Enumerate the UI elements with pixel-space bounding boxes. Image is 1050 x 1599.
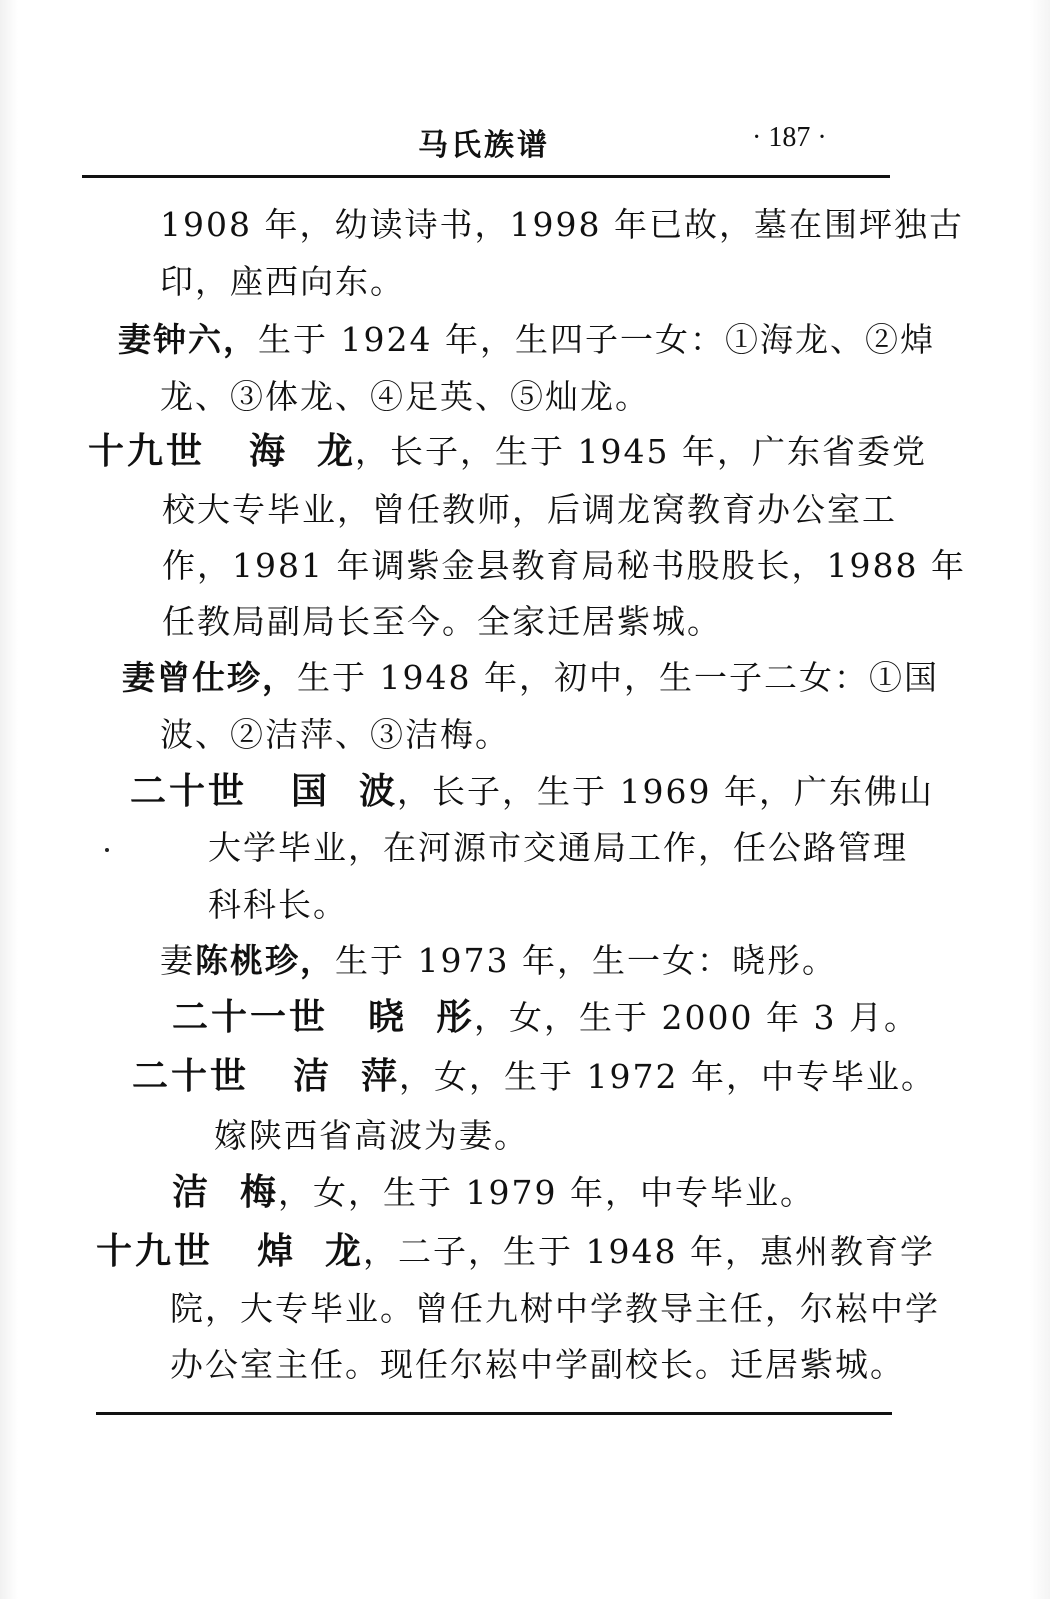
spouse-label: 陈桃珍， xyxy=(195,941,335,980)
text-line-12: 大学毕业，在河源市交通局工作，任公路管理 xyxy=(208,828,908,867)
entry-text: ，长子，生于 1945 年，广东省委党 xyxy=(355,432,928,471)
entry-text: ，二子，生于 1948 年，惠州教育学 xyxy=(363,1232,936,1271)
text-line-21: 办公室主任。现任尔崧中学副校长。迁居紫城。 xyxy=(170,1345,905,1384)
genealogy-entry-jieping xyxy=(132,1057,936,1097)
person-name-first: 洁 xyxy=(293,1056,362,1097)
spouse-prefix: 妻 xyxy=(160,941,195,980)
text-line-1: 1908 年，幼读诗书，1998 年已故，墓在围坪独古 xyxy=(160,205,964,244)
text-line-7: 作，1981 年调紫金县教育局秘书股股长，1988 年 xyxy=(162,546,966,585)
generation-label: 二十世 xyxy=(132,1056,250,1097)
generation-label: 十九世 xyxy=(88,431,206,472)
person-name-last: 萍 xyxy=(361,1056,400,1097)
generation-label: 二十世 xyxy=(130,771,248,812)
person-name-first: 焯 xyxy=(257,1231,326,1272)
person-name-last: 彤 xyxy=(436,997,475,1038)
spouse-text: 生于 1973 年，生一女：晓彤。 xyxy=(335,941,837,980)
generation-label: 二十一世 xyxy=(172,997,329,1038)
generation-label: 十九世 xyxy=(96,1231,214,1272)
genealogy-entry-hailong xyxy=(88,432,927,472)
spouse-label: 妻曾仕珍， xyxy=(122,658,297,697)
spouse-label: 妻钟六， xyxy=(118,320,258,359)
person-name-first: 海 xyxy=(249,431,318,472)
entry-text: ，女，生于 1972 年，中专毕业。 xyxy=(399,1057,937,1096)
person-name-last: 龙 xyxy=(317,431,356,472)
entry-text: ，女，生于 1979 年，中专毕业。 xyxy=(278,1173,815,1212)
genealogy-entry-zhuolong xyxy=(96,1232,935,1272)
text-line-8: 任教局副局长至今。全家迁居紫城。 xyxy=(162,602,722,641)
text-line-4: 龙、③体龙、④足英、⑤灿龙。 xyxy=(160,377,650,416)
spouse-text: 生于 1948 年，初中，生一子二女：①国 xyxy=(297,658,939,697)
spouse-text: 生于 1924 年，生四子一女：①海龙、②焯 xyxy=(258,320,935,359)
text-line-17: 嫁陕西省高波为妻。 xyxy=(214,1116,529,1155)
spouse-entry-zhongliu xyxy=(118,320,935,360)
person-name-last: 梅 xyxy=(240,1172,279,1213)
person-name-first: 晓 xyxy=(368,997,437,1038)
genealogy-entry-xiaotong xyxy=(172,998,919,1038)
text-line-13: 科科长。 xyxy=(208,885,348,924)
page-header-title: 马氏族谱 xyxy=(418,128,550,163)
genealogy-entry-jiemei xyxy=(172,1173,815,1213)
person-name-last: 波 xyxy=(359,771,398,812)
text-line-10: 波、②洁萍、③洁梅。 xyxy=(160,715,510,754)
spouse-entry-chentaozhen xyxy=(160,941,837,981)
entry-text: ，女，生于 2000 年 3 月。 xyxy=(474,998,919,1037)
person-name-last: 龙 xyxy=(325,1231,364,1272)
spouse-entry-zengshizhen xyxy=(122,658,939,698)
text-line-6: 校大专毕业，曾任教师，后调龙窝教育办公室工 xyxy=(162,490,897,529)
entry-text: ，长子，生于 1969 年，广东佛山 xyxy=(397,772,935,811)
person-name-first: 洁 xyxy=(172,1172,241,1213)
print-speck xyxy=(105,848,109,852)
genealogy-entry-guobo xyxy=(130,772,934,812)
header-rule xyxy=(82,175,890,178)
footer-rule xyxy=(96,1412,892,1415)
text-line-2: 印，座西向东。 xyxy=(160,262,405,301)
person-name-first: 国 xyxy=(291,771,360,812)
text-line-20: 院，大专毕业。曾任九树中学教导主任，尔崧中学 xyxy=(170,1289,940,1328)
page-number: · 187 · xyxy=(752,122,827,153)
